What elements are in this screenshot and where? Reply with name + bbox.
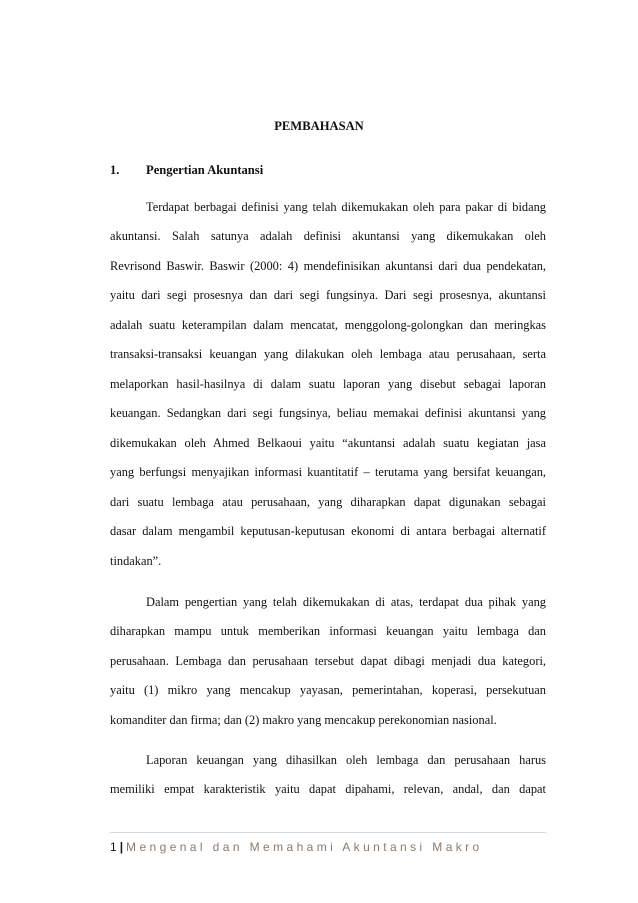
paragraph-line: yaitu dari segi prosesnya dan dari segi fungsinya. Dari segi prosesnya, akuntansi [110, 288, 546, 302]
page-footer [110, 838, 483, 856]
paragraph-line: perusahaan. Lembaga dan perusahaan tersebut dapat dibagi menjadi dua kategori, [110, 654, 546, 668]
paragraph-line: dasar dalam mengambil keputusan-keputusan ekonomi di antara berbagai alternatif [110, 524, 546, 538]
page-title: PEMBAHASAN [274, 119, 364, 133]
footer-separator: | [119, 840, 124, 854]
paragraph-line: memiliki empat karakteristik yaitu dapat dipahami, relevan, andal, dan dapat [110, 782, 546, 796]
section-number: 1. [110, 163, 120, 177]
paragraph-line: yaitu (1) mikro yang mencakup yayasan, pemerintahan, koperasi, persekutuan [110, 683, 546, 697]
section-heading [110, 163, 263, 178]
paragraph-line: Laporan keuangan yang dihasilkan oleh lembaga dan perusahaan harus [146, 753, 546, 767]
paragraph-line: melaporkan hasil-hasilnya di dalam suatu laporan yang disebut sebagai laporan [110, 377, 546, 391]
paragraph-line: akuntansi. Salah satunya adalah definisi akuntansi yang dikemukakan oleh [110, 229, 546, 243]
paragraph-line: transaksi-transaksi keuangan yang dilakukan oleh lembaga atau perusahaan, serta [110, 347, 546, 361]
footer-divider [110, 832, 546, 833]
paragraph-line: Revrisond Baswir. Baswir (2000: 4) mendefinisikan akuntansi dari dua pendekatan, [110, 259, 546, 273]
paragraph-line: Dalam pengertian yang telah dikemukakan di atas, terdapat dua pihak yang [146, 595, 546, 609]
paragraph-line: dari suatu lembaga atau perusahaan, yang diharapkan dapat digunakan sebagai [110, 495, 546, 509]
paragraph-line: Terdapat berbagai definisi yang telah dikemukakan oleh para pakar di bidang [146, 200, 546, 214]
paragraph-line: tindakan”. [110, 554, 162, 568]
footer-title: Mengenal dan Memahami Akuntansi Makro [126, 840, 483, 854]
paragraph-line: keuangan. Sedangkan dari segi fungsinya, beliau memakai definisi akuntansi yang [110, 406, 546, 420]
paragraph-line: adalah suatu keterampilan dalam mencatat, menggolong-golongkan dan meringkas [110, 318, 546, 332]
paragraph-line: komanditer dan firma; dan (2) makro yang mencakup perekonomian nasional. [110, 713, 497, 727]
section-title: Pengertian Akuntansi [146, 163, 264, 177]
paragraph-line: yang berfungsi menyajikan informasi kuantitatif – terutama yang bersifat keuangan, [110, 465, 546, 479]
paragraph-line: diharapkan mampu untuk memberikan informasi keuangan yaitu lembaga dan [110, 624, 546, 638]
page-number: 1 [110, 840, 117, 854]
paragraph-line: dikemukakan oleh Ahmed Belkaoui yaitu “akuntansi adalah suatu kegiatan jasa [110, 436, 546, 450]
